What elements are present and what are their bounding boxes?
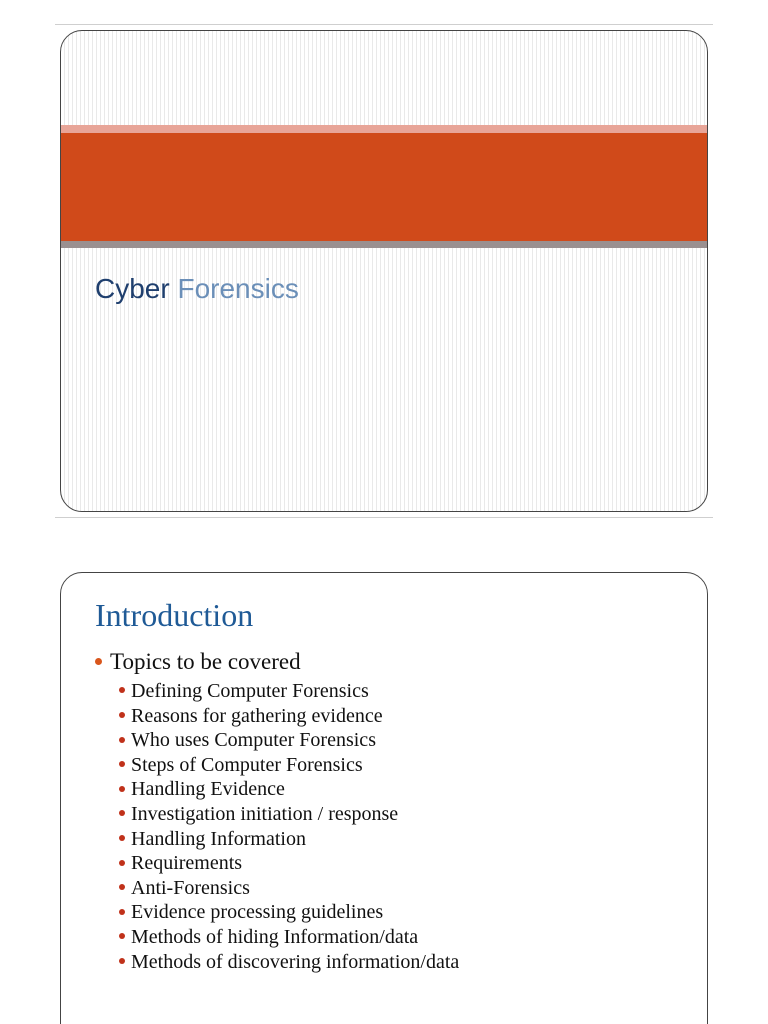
main-bullet-text: Topics to be covered xyxy=(110,649,301,674)
accent-band-light xyxy=(61,125,707,133)
bullet-dot-icon xyxy=(119,835,125,841)
bullet-dot-icon xyxy=(119,761,125,767)
slide-heading: Introduction xyxy=(95,597,254,633)
bullet-dot-icon xyxy=(119,737,125,743)
bullet-dot-icon xyxy=(119,860,125,866)
bullet-dot-icon xyxy=(119,687,125,693)
list-item xyxy=(119,728,459,753)
list-item xyxy=(119,851,459,876)
list-item xyxy=(119,876,459,901)
list-item xyxy=(119,827,459,852)
bullet-dot-icon xyxy=(119,786,125,792)
list-item-text: Reasons for gathering evidence xyxy=(131,704,383,727)
slide-title-part-1: Cyber xyxy=(95,273,170,304)
list-item xyxy=(119,925,459,950)
bullet-dot-icon xyxy=(119,712,125,718)
bullet-dot-icon xyxy=(119,933,125,939)
slide-title-part-2: Forensics xyxy=(177,273,299,304)
list-item-text: Anti-Forensics xyxy=(131,876,250,899)
list-item xyxy=(119,802,459,827)
bullet-dot-icon xyxy=(95,658,102,665)
list-item xyxy=(119,950,459,975)
list-item xyxy=(119,753,459,778)
list-item-text: Handling Evidence xyxy=(131,778,285,801)
list-item xyxy=(119,704,459,729)
bullet-dot-icon xyxy=(119,884,125,890)
accent-band-grey xyxy=(61,241,707,248)
list-item xyxy=(119,900,459,925)
topic-list xyxy=(119,679,459,974)
list-item xyxy=(119,679,459,704)
bullet-dot-icon xyxy=(119,909,125,915)
list-item-text: Handling Information xyxy=(131,827,306,850)
list-item-text: Who uses Computer Forensics xyxy=(131,729,376,752)
main-bullet xyxy=(95,649,301,675)
list-item-text: Investigation initiation / response xyxy=(131,802,399,825)
bullet-dot-icon xyxy=(119,810,125,816)
list-item-text: Evidence processing guidelines xyxy=(131,901,384,924)
accent-band xyxy=(61,133,707,241)
bullet-dot-icon xyxy=(119,958,125,964)
list-item-text: Defining Computer Forensics xyxy=(131,680,369,702)
slide-1-title-slide xyxy=(60,30,708,512)
list-item xyxy=(119,777,459,802)
list-item-text: Steps of Computer Forensics xyxy=(131,753,363,776)
list-item-text: Requirements xyxy=(131,852,243,875)
list-item-text: Methods of hiding Information/data xyxy=(131,925,419,948)
slide-2-introduction xyxy=(60,572,708,1024)
list-item-text: Methods of discovering information/data xyxy=(131,950,460,973)
slide-title xyxy=(95,273,299,305)
